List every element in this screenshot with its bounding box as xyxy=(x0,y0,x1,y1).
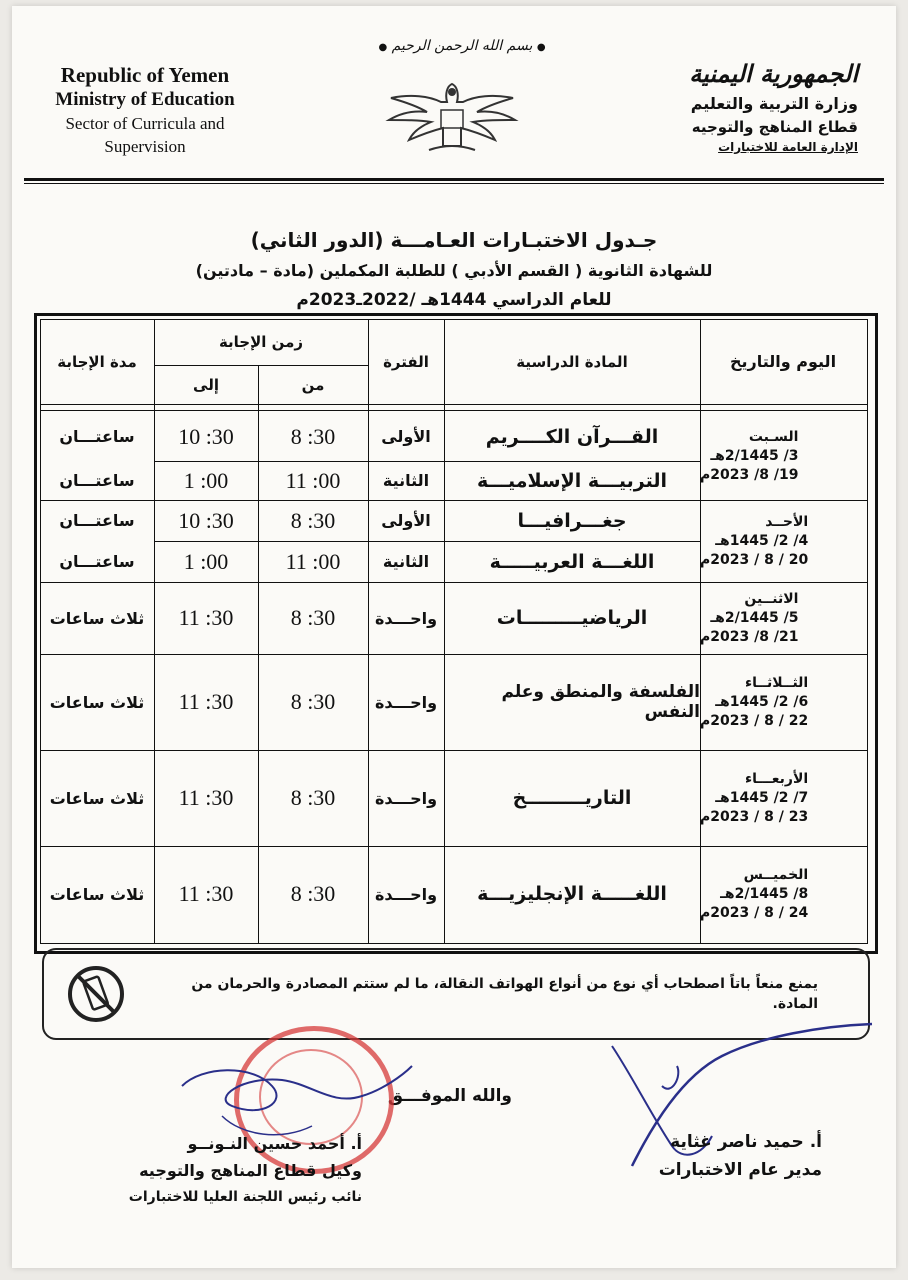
day-name: الأحــد xyxy=(765,513,809,530)
en-supervision: Supervision xyxy=(104,137,186,156)
subject-cell: اللغـــــة الإنجليزيـــة xyxy=(477,883,667,905)
basmala: ● بسم الله الرحمن الرحيم ● xyxy=(378,38,546,54)
header-english xyxy=(30,62,260,158)
subject-cell: الفلسفة والمنطق وعلم النفس xyxy=(501,682,700,722)
subject-cell: التربيـــة الإسلاميـــة xyxy=(476,469,668,492)
right-signer-title: مدير عام الاختبارات xyxy=(658,1160,822,1180)
day-cell-1 xyxy=(700,412,854,500)
day-name: الخميــس xyxy=(743,866,809,883)
left-signer-name: أ. أحمد حسين النـونــو xyxy=(187,1134,362,1153)
from-time-cell: 8 :30 xyxy=(290,423,336,449)
day-cell-2 xyxy=(700,500,854,582)
day-name: الثــلاثــاء xyxy=(745,674,809,691)
subject-cell: جغـــرافيـــا xyxy=(517,509,627,532)
from-time-cell: 8 :30 xyxy=(290,785,336,810)
ar-exams-dept: الإدارة العامة للاختبارات xyxy=(718,140,858,154)
duration-cell: ساعتـــان xyxy=(59,552,135,571)
ar-republic: الجمهورية اليمنية xyxy=(689,60,858,88)
to-time-cell: 11 :30 xyxy=(178,605,234,630)
notice-text: يمنع منعاً باتاً اصطحاب أي نوع من أنواع الهواتف النقالة، ما لم ستتم المصادرة والحرمان من المادة. xyxy=(191,976,818,1012)
left-signature-block xyxy=(62,1130,362,1211)
right-signer-name: أ. حميد ناصر غثاية xyxy=(670,1132,822,1152)
duration-cell: ثلاث ساعات xyxy=(49,692,145,712)
basmala-text: بسم الله الرحمن الرحيم xyxy=(391,38,533,54)
gregorian-date: 24 / 8 / 2023م xyxy=(700,904,809,921)
left-signer-title: وكيل قطاع المناهج والتوجيه xyxy=(139,1161,362,1180)
hijri-date: 4/ 2/ 1445هـ xyxy=(715,532,809,549)
closing-text: والله الموفـــق xyxy=(387,1086,512,1106)
right-signature-block xyxy=(602,1128,822,1184)
header-subject: المادة الدراسية xyxy=(516,352,628,371)
en-sector: Sector of Curricula and xyxy=(65,114,225,133)
to-time-cell: 11 :30 xyxy=(178,689,234,714)
duration-cell: ساعتـــان xyxy=(59,511,135,530)
header-duration: مدة الإجابة xyxy=(57,352,137,371)
period-cell: الأولى xyxy=(381,427,431,446)
from-time-cell: 8 :30 xyxy=(290,507,336,533)
from-time-cell: 8 :30 xyxy=(290,605,336,630)
title-line3: للعام الدراسي 1444هـ /2022ـ2023م xyxy=(296,290,612,310)
duration-cell: ثلاث ساعات xyxy=(49,884,145,904)
day-name: الأربعـــاء xyxy=(745,770,809,787)
period-cell: واحـــدة xyxy=(374,692,438,712)
duration-cell: ثلاث ساعات xyxy=(49,608,145,628)
from-time-cell: 11 :00 xyxy=(285,548,341,574)
day-cell-6 xyxy=(700,846,854,942)
title-line1: جـدول الاختبـارات العـامـــة (الدور الثاني) xyxy=(250,228,658,252)
en-ministry: Ministry of Education xyxy=(55,89,235,110)
duration-cell: ثلاث ساعات xyxy=(49,788,145,808)
hijri-date: 6/ 2/ 1445هـ xyxy=(715,693,809,710)
day-cell-3 xyxy=(700,582,854,654)
header-divider-thin xyxy=(24,183,884,184)
header-divider xyxy=(24,178,884,181)
gregorian-date: 22 / 8 / 2023م xyxy=(700,712,809,729)
period-cell: الثانية xyxy=(382,552,430,571)
day-name: السـبت xyxy=(748,428,799,445)
title-line2: للشهادة الثانوية ( القسم الأدبي ) للطلبة المكملين (مادة – مادتين) xyxy=(195,261,713,280)
gregorian-date: 20 / 8 / 2023م xyxy=(700,551,809,568)
hijri-date: 8/ 2/1445هـ xyxy=(720,885,809,902)
duration-cell: ساعتـــان xyxy=(59,471,135,490)
header-from: من xyxy=(301,375,325,394)
header-period: الفترة xyxy=(383,352,429,371)
period-cell: الأولى xyxy=(381,511,431,530)
day-cell-5 xyxy=(700,750,854,846)
to-time-cell: 10 :30 xyxy=(178,423,234,449)
header-bottom-line xyxy=(40,404,868,405)
to-time-cell: 11 :30 xyxy=(178,785,234,810)
no-phone-icon xyxy=(66,964,126,1024)
header-to: إلى xyxy=(193,375,219,394)
period-cell: واحـــدة xyxy=(374,884,438,904)
from-time-cell: 8 :30 xyxy=(290,689,336,714)
day-cell-4 xyxy=(700,654,854,750)
to-time-cell: 10 :30 xyxy=(178,507,234,533)
header-arabic xyxy=(628,56,858,156)
to-time-cell: 1 :00 xyxy=(183,548,229,574)
hijri-date: 7/ 2/ 1445هـ xyxy=(715,789,809,806)
to-time-cell: 11 :30 xyxy=(178,881,234,906)
header-bottom-line-2 xyxy=(40,410,868,411)
from-time-cell: 8 :30 xyxy=(290,881,336,906)
hijri-date: 3/ 2/1445هـ xyxy=(710,447,799,464)
en-republic: Republic of Yemen xyxy=(60,63,230,87)
gregorian-date: 23 / 8 / 2023م xyxy=(700,808,809,825)
subject-cell: التاريـــــــــخ xyxy=(512,787,632,809)
gregorian-date: 19/ 8/ 2023م xyxy=(700,466,799,483)
to-time-cell: 1 :00 xyxy=(183,467,229,493)
period-cell: واحـــدة xyxy=(374,608,438,628)
subject-cell: اللغـــة العربيـــــة xyxy=(489,550,655,573)
period-cell: الثانية xyxy=(382,471,430,490)
day-name: الاثنــين xyxy=(744,590,799,607)
document-page xyxy=(12,6,896,1268)
hijri-date: 5/ 2/1445هـ xyxy=(710,609,799,626)
ar-sector: قطاع المناهج والتوجيه xyxy=(691,118,858,136)
left-signer-title2: نائب رئيس اللجنة العليا للاختبارات xyxy=(128,1189,362,1205)
period-cell: واحـــدة xyxy=(374,788,438,808)
header-day-date: اليوم والتاريخ xyxy=(729,352,837,371)
subject-cell: الرياضيـــــــــات xyxy=(496,607,648,629)
yemen-eagle-emblem-icon xyxy=(377,66,527,154)
gregorian-date: 21/ 8/ 2023م xyxy=(700,628,799,645)
from-time-cell: 11 :00 xyxy=(285,467,341,493)
subject-cell: القـــرآن الكــــريم xyxy=(485,425,659,448)
duration-cell: ساعتـــان xyxy=(59,427,135,446)
ar-ministry: وزارة التربية والتعليم xyxy=(690,94,858,113)
header-answer-time: زمن الإجابة xyxy=(218,333,304,351)
